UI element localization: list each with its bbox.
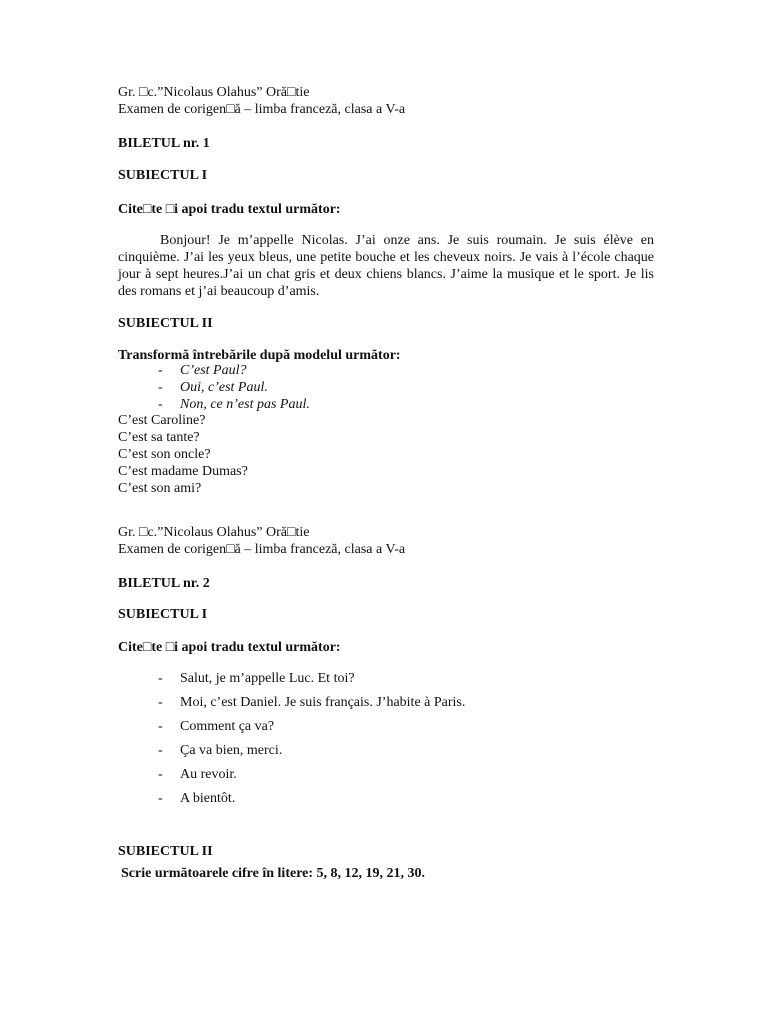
question-item: C’est madame Dumas? bbox=[118, 464, 248, 479]
question-item: C’est son ami? bbox=[118, 481, 202, 496]
dialogue-item: - Salut, je m’appelle Luc. Et toi? bbox=[158, 671, 355, 686]
ticket1-subject1-title: SUBIECTUL I bbox=[118, 168, 208, 183]
model-item: - Non, ce n’est pas Paul. bbox=[158, 397, 310, 412]
dialogue-item: - Ça va bien, merci. bbox=[158, 743, 283, 758]
ticket2-header-school: Gr. □c.”Nicolaus Olahus” Oră□tie bbox=[118, 525, 310, 540]
ticket2-title: BILETUL nr. 2 bbox=[118, 576, 210, 591]
model-item: - C’est Paul? bbox=[158, 363, 247, 378]
dialogue-item: - A bientôt. bbox=[158, 791, 236, 806]
ticket2-subject1-title: SUBIECTUL I bbox=[118, 607, 208, 622]
question-item: C’est sa tante? bbox=[118, 430, 200, 445]
ticket1-title: BILETUL nr. 1 bbox=[118, 136, 210, 151]
dialogue-item: - Comment ça va? bbox=[158, 719, 275, 734]
ticket2-subject2-instruction: Scrie următoarele cifre în litere: 5, 8, 12, 19, 21, 30. bbox=[121, 866, 426, 881]
model-item: - Oui, c’est Paul. bbox=[158, 380, 268, 395]
question-item: C’est son oncle? bbox=[118, 447, 211, 462]
ticket1-header-school: Gr. □c.”Nicolaus Olahus” Oră□tie bbox=[118, 85, 310, 100]
dialogue-item: - Moi, c’est Daniel. Je suis français. J’habite à Paris. bbox=[158, 695, 466, 710]
ticket1-subject2-title: SUBIECTUL II bbox=[118, 316, 213, 331]
ticket1-reading-text: Bonjour! Je m’appelle Nicolas. J’ai onze ans. Je suis roumain. Je suis élève en cinquième. J’ai les yeux bleus, une petite bouche et les cheveux noirs. Je vais à l’école chaque jour à sept heures.J’ai un chat gris et deux chiens blancs. J’aime la musique et le sport. Je lis des romans et j’ai beaucoup d’amis. bbox=[118, 233, 654, 299]
ticket2-dialogue-list bbox=[118, 670, 654, 814]
ticket1-question-list bbox=[118, 412, 654, 497]
ticket1-header-exam: Examen de corigen□ă – limba franceză, clasa a V-a bbox=[118, 102, 406, 117]
ticket1-model-list bbox=[118, 362, 654, 413]
ticket2-subject2-title: SUBIECTUL II bbox=[118, 844, 213, 859]
dialogue-item: - Au revoir. bbox=[158, 767, 237, 782]
ticket2-subject1-instruction: Cite□te □i apoi tradu textul următor: bbox=[118, 640, 341, 655]
ticket1-subject1-instruction: Cite□te □i apoi tradu textul următor: bbox=[118, 202, 341, 217]
ticket1-subject2-instruction: Transformă întrebările după modelul următor: bbox=[118, 348, 401, 363]
question-item: C’est Caroline? bbox=[118, 413, 206, 428]
ticket2-header-exam: Examen de corigen□ă – limba franceză, clasa a V-a bbox=[118, 542, 406, 557]
